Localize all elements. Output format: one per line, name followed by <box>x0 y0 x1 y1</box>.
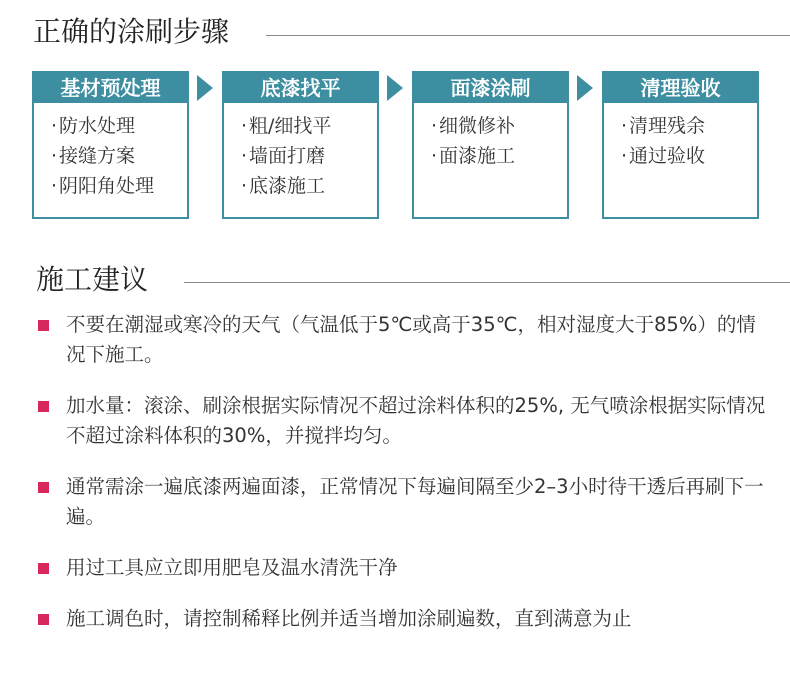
step-item-text: 阴阳角处理 <box>59 175 155 197</box>
tip-item <box>36 604 766 634</box>
square-bullet-icon <box>38 563 49 574</box>
step-item-list <box>34 103 187 201</box>
dot-marker: · <box>431 115 438 137</box>
tip-item <box>36 553 766 583</box>
step-item-text: 面漆施工 <box>439 145 516 167</box>
tips-section-title: 施工建议 <box>36 263 149 296</box>
dot-marker: · <box>431 145 438 167</box>
tip-text: 加水量：滚涂、刷涂根据实际情况不超过涂料体积的25%, 无气喷涂根据实际情况不超过涂料体积的30%，并搅拌均匀。 <box>66 394 766 447</box>
step-item-text: 防水处理 <box>59 115 136 137</box>
tip-text: 施工调色时，请控制稀释比例并适当增加涂刷遍数，直到满意为止 <box>66 607 632 630</box>
tip-text: 通常需涂一遍底漆两遍面漆，正常情况下每遍间隔至少2–3小时待干透后再刷下一遍。 <box>66 475 764 528</box>
square-bullet-icon <box>38 482 49 493</box>
step-item-text: 墙面打磨 <box>249 145 326 167</box>
step-item <box>241 111 377 141</box>
step-item-text: 清理残余 <box>629 115 706 137</box>
dot-marker: · <box>241 115 248 137</box>
arrow-right-icon <box>197 75 213 101</box>
arrow-right-icon <box>387 75 403 101</box>
step-card-1 <box>32 71 189 219</box>
square-bullet-icon <box>38 401 49 412</box>
step-item <box>431 111 567 141</box>
step-card-3 <box>412 71 569 219</box>
dot-marker: · <box>621 145 628 167</box>
square-bullet-icon <box>38 614 49 625</box>
step-item-text: 粗/细找平 <box>249 115 332 137</box>
step-title: 面漆涂刷 <box>414 73 567 103</box>
step-item-text: 细微修补 <box>439 115 516 137</box>
dot-marker: · <box>621 115 628 137</box>
step-item <box>621 111 757 141</box>
step-item <box>51 111 187 141</box>
step-item-text: 接缝方案 <box>59 145 136 167</box>
dot-marker: · <box>241 175 248 197</box>
step-card-2 <box>222 71 379 219</box>
tips-list <box>36 310 766 655</box>
step-item <box>51 171 187 201</box>
step-title: 清理验收 <box>604 73 757 103</box>
step-title: 底漆找平 <box>224 73 377 103</box>
step-item <box>51 141 187 171</box>
tip-item <box>36 472 766 532</box>
tips-title-divider <box>184 282 790 283</box>
step-item-text: 底漆施工 <box>249 175 326 197</box>
step-item <box>431 141 567 171</box>
step-item-list <box>604 103 757 171</box>
dot-marker: · <box>51 145 58 167</box>
step-item-list <box>224 103 377 201</box>
dot-marker: · <box>51 175 58 197</box>
tip-text: 不要在潮湿或寒冷的天气（气温低于5℃或高于35℃，相对湿度大于85%）的情况下施工。 <box>66 313 756 366</box>
step-card-4 <box>602 71 759 219</box>
steps-title-divider <box>266 35 790 36</box>
step-title: 基材预处理 <box>34 73 187 103</box>
steps-section-title: 正确的涂刷步骤 <box>33 15 230 48</box>
tip-item <box>36 310 766 370</box>
step-item-list <box>414 103 567 171</box>
arrow-right-icon <box>577 75 593 101</box>
tip-text: 用过工具应立即用肥皂及温水清洗干净 <box>66 556 398 579</box>
step-item <box>241 171 377 201</box>
dot-marker: · <box>241 145 248 167</box>
dot-marker: · <box>51 115 58 137</box>
step-item <box>241 141 377 171</box>
tip-item <box>36 391 766 451</box>
square-bullet-icon <box>38 320 49 331</box>
step-item <box>621 141 757 171</box>
step-item-text: 通过验收 <box>629 145 706 167</box>
